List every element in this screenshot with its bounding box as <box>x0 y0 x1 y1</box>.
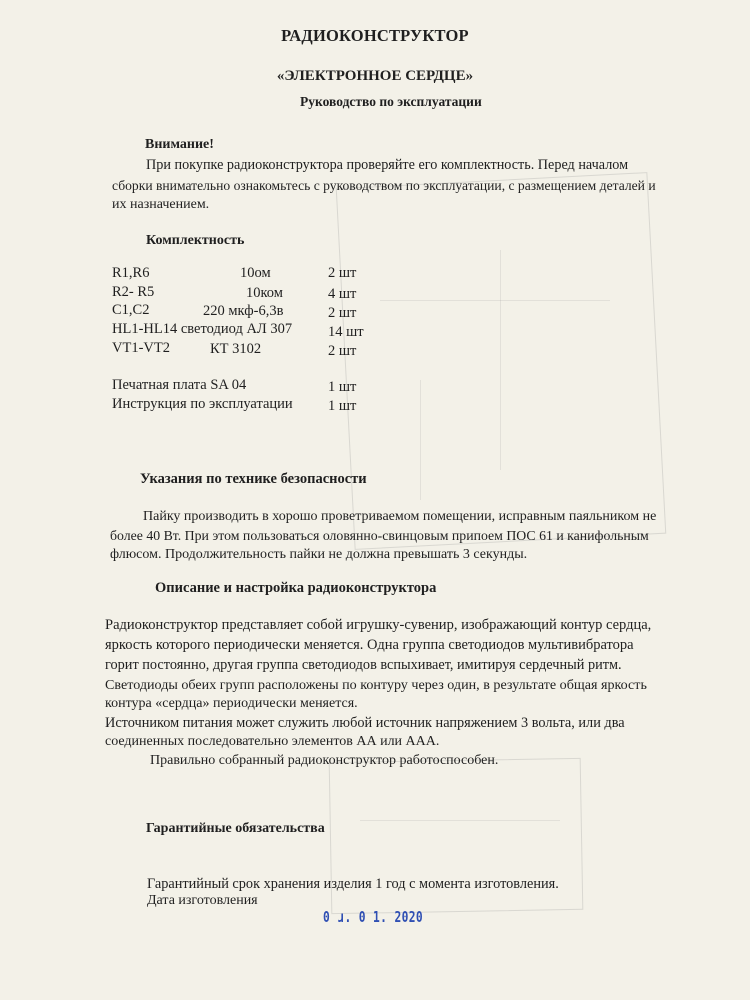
safety-line-2: более 40 Вт. При этом пользоваться оловянно-свинцовым припоем ПОС 61 и канифольным <box>110 528 649 543</box>
description-line-5: контура «сердца» периодически меняется. <box>105 696 358 711</box>
warranty-heading: Гарантийные обязательства <box>146 821 325 836</box>
document-subheading: Руководство по эксплуатации <box>300 94 482 109</box>
kit-item-desc: КТ 3102 <box>210 341 262 357</box>
bleed-through-trace <box>420 380 421 500</box>
kit-item-ref: R1,R6 <box>112 265 150 281</box>
description-line-8: Правильно собранный радиоконструктор работоспособен. <box>150 753 499 768</box>
kit-item-ref: R2- R5 <box>112 284 155 300</box>
kit-item-qty: 2 шт <box>328 343 357 359</box>
description-line-6: Источником питания может служить любой источник напряжением 3 вольта, или два <box>105 715 625 731</box>
safety-heading: Указания по технике безопасности <box>140 471 367 487</box>
manufacture-date-label: Дата изготовления <box>147 893 258 908</box>
kit-extra-ref: Печатная плата SA 04 <box>112 377 247 393</box>
bleed-through-trace <box>380 300 610 301</box>
kit-item-ref: HL1-HL14 светодиод АЛ 307 <box>112 321 293 337</box>
bleed-through-trace <box>360 820 560 821</box>
document-title: РАДИОКОНСТРУКТОР <box>281 26 469 45</box>
attention-line-3: их назначением. <box>112 197 210 212</box>
safety-line-1: Пайку производить в хорошо проветриваемом помещении, исправным паяльником не <box>143 509 657 524</box>
kit-item-desc: 10ом <box>240 265 271 281</box>
safety-line-3: флюсом. Продолжительность пайки не должна превышать 3 секунды. <box>110 547 528 562</box>
kit-item-qty: 2 шт <box>328 305 357 321</box>
attention-heading: Внимание! <box>145 137 214 152</box>
kit-item-desc: 220 мкф-6,3в <box>203 303 284 319</box>
warranty-line: Гарантийный срок хранения изделия 1 год с момента изготовления. <box>147 876 559 892</box>
document-subtitle: «ЭЛЕКТРОННОЕ СЕРДЦЕ» <box>276 68 474 84</box>
description-line-7: соединенных последовательно элементов АА или ААА. <box>105 734 440 749</box>
kit-item-ref: VT1-VT2 <box>112 340 170 356</box>
bleed-through-trace <box>500 250 501 470</box>
description-heading: Описание и настройка радиоконструктора <box>155 580 437 596</box>
kit-heading: Комплектность <box>146 233 245 248</box>
description-line-2: яркость которого периодически меняется. Одна группа светодиодов мультивибратора <box>105 637 634 653</box>
attention-line-1: При покупке радиоконструктора проверяйте его комплектность. Перед началом <box>146 157 629 173</box>
kit-item-qty: 14 шт <box>328 324 364 340</box>
description-line-4: Светодиоды обеих групп расположены по контуру через один, в результате общая яркость <box>105 677 647 693</box>
kit-extra-ref: Инструкция по эксплуатации <box>112 396 293 412</box>
attention-line-2: сборки внимательно ознакомьтесь с руководством по эксплуатации, с размещением деталей и <box>112 178 656 193</box>
kit-item-desc: 10ком <box>246 285 283 301</box>
bleed-through-board-outline <box>336 172 667 550</box>
description-line-1: Радиоконструктор представляет собой игрушку-сувенир, изображающий контур сердца, <box>105 617 652 633</box>
manufacture-date-stamp: 0 ɹ. 0 1. 2020 <box>323 908 424 926</box>
description-line-3: горит постоянно, другая группа светодиодов вспыхивает, имитируя сердечный ритм. <box>105 657 622 673</box>
kit-item-qty: 2 шт <box>328 265 357 281</box>
kit-extra-qty: 1 шт <box>328 379 357 395</box>
kit-extra-qty: 1 шт <box>328 398 357 414</box>
kit-item-ref: C1,C2 <box>112 302 150 318</box>
kit-item-qty: 4 шт <box>328 286 357 302</box>
